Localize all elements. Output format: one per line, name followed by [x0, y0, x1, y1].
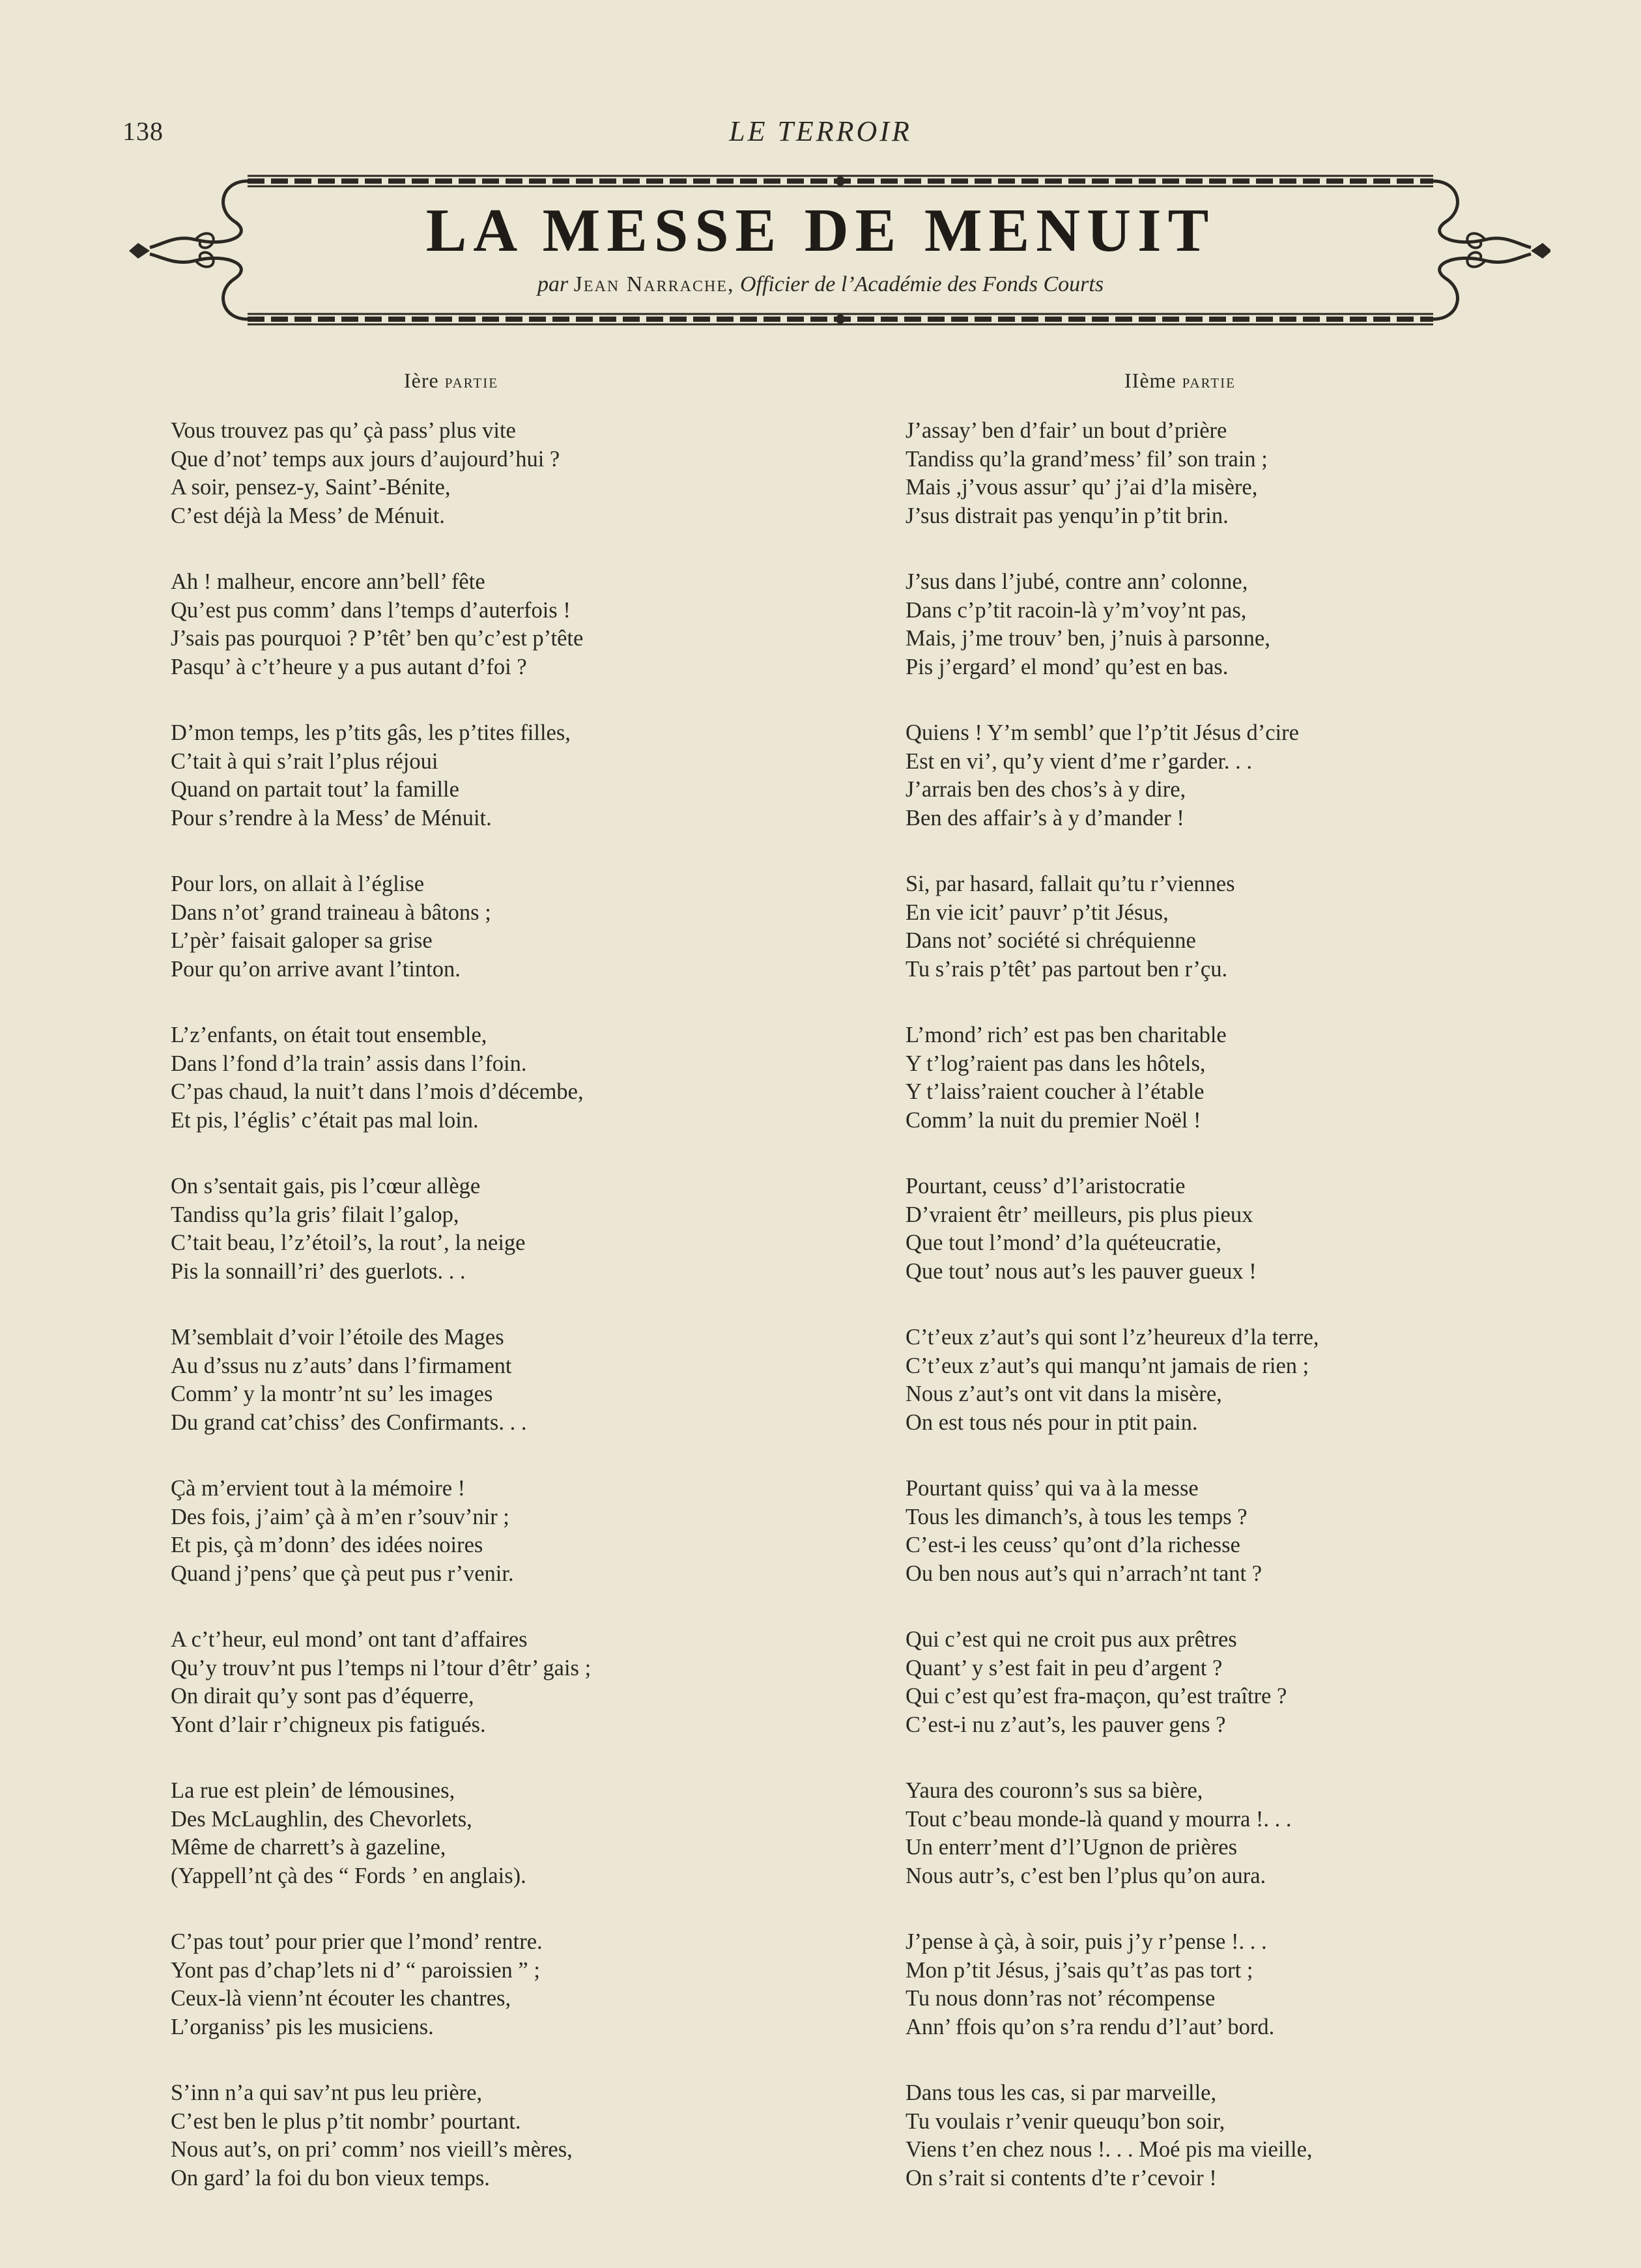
- verse-line: Yont d’lair r’chigneux pis fatigués.: [171, 1712, 486, 1737]
- verse-line: Vous trouvez pas qu’ çà pass’ plus vite: [171, 418, 516, 443]
- verse-line: Et pis, çà m’donn’ des idées noires: [171, 1533, 483, 1557]
- verse-line: Tout c’beau monde-là quand y mourra !. . .: [906, 1806, 1292, 1832]
- verse-line: On dirait qu’y sont pas d’équerre,: [171, 1684, 474, 1708]
- stanza: [171, 719, 835, 832]
- verse-line: Ann’ ffois qu’on s’ra rendu d’l’aut’ bord.: [906, 2014, 1275, 2039]
- part-number: Ière: [404, 369, 439, 392]
- verse-line: A soir, pensez-y, Saint’-Bénite,: [171, 475, 451, 500]
- verse-line: Pasqu’ à c’t’heure y a pus autant d’foi ?: [171, 654, 527, 679]
- verse-line: Dans n’ot’ grand traineau à bâtons ;: [171, 900, 491, 925]
- verse-line: L’z’enfants, on était tout ensemble,: [171, 1023, 487, 1047]
- stanza: [171, 417, 835, 530]
- part-label: partie: [1182, 371, 1236, 392]
- stanza: [906, 1928, 1570, 2041]
- verse-line: En vie icit’ pauvr’ p’tit Jésus,: [906, 900, 1169, 925]
- stanza: [906, 417, 1570, 530]
- verse-line: Des McLaughlin, des Chevorlets,: [171, 1806, 472, 1832]
- byline-prefix: par: [537, 272, 574, 296]
- verse-line: Yont pas d’chap’lets ni d’ “ paroissien ” ;: [171, 1957, 540, 1983]
- poem-column-part-1: [171, 417, 835, 2230]
- verse-line: Un enterr’ment d’l’Ugnon de prières: [906, 1835, 1238, 1860]
- verse-line: Du grand cat’chiss’ des Confirmants. . .: [171, 1410, 527, 1435]
- verse-line: Ben des affair’s à y d’mander !: [906, 805, 1184, 830]
- verse-line: Ceux-là vienn’nt écouter les chantres,: [171, 1986, 511, 2011]
- stanza: [171, 870, 835, 984]
- part-number: IIème: [1124, 369, 1177, 392]
- verse-line: Viens t’en chez nous !. . . Moé pis ma vieille,: [906, 2137, 1313, 2162]
- stanza: [906, 870, 1570, 984]
- verse-line: L’mond’ rich’ est pas ben charitable: [906, 1023, 1227, 1047]
- stanza: [906, 1021, 1570, 1135]
- verse-line: On est tous nés pour in ptit pain.: [906, 1410, 1198, 1435]
- verse-line: Dans not’ société si chréquienne: [906, 928, 1196, 953]
- verse-line: Tous les dimanch’s, à tous les temps ?: [906, 1504, 1248, 1529]
- verse-line: Quant’ y s’est fait in peu d’argent ?: [906, 1655, 1223, 1680]
- stanza: [906, 719, 1570, 832]
- verse-line: Dans tous les cas, si par marveille,: [906, 2080, 1217, 2105]
- verse-line: Tandiss qu’la gris’ filait l’galop,: [171, 1202, 459, 1227]
- stanza: [171, 568, 835, 681]
- verse-line: Dans l’fond d’la train’ assis dans l’foin.: [171, 1051, 527, 1076]
- verse-line: Mon p’tit Jésus, j’sais qu’t’as pas tort ;: [906, 1957, 1253, 1983]
- byline: [0, 272, 1641, 297]
- verse-line: C’t’eux z’aut’s qui sont l’z’heureux d’la terre,: [906, 1325, 1319, 1350]
- verse-line: Nous z’aut’s ont vit dans la misère,: [906, 1382, 1222, 1406]
- stanza: [906, 2079, 1570, 2192]
- stanza: [906, 1626, 1570, 1739]
- verse-line: Quand on partait tout’ la famille: [171, 777, 459, 802]
- verse-line: C’est-i nu z’aut’s, les pauver gens ?: [906, 1712, 1226, 1737]
- verse-line: Comm’ la nuit du premier Noël !: [906, 1107, 1201, 1133]
- verse-line: C’pas chaud, la nuit’t dans l’mois d’décembe,: [171, 1079, 584, 1104]
- author-name: Jean Narrache,: [573, 272, 735, 296]
- stanza: [171, 1475, 835, 1588]
- part-heading-1: [404, 369, 498, 393]
- verse-line: Mais ,j’vous assur’ qu’ j’ai d’la misère,: [906, 475, 1258, 500]
- verse-line: Qui c’est qu’est fra-maçon, qu’est traître ?: [906, 1684, 1287, 1708]
- verse-line: Que tout’ nous aut’s les pauver gueux !: [906, 1258, 1257, 1284]
- stanza: [171, 1777, 835, 1890]
- verse-line: M’semblait d’voir l’étoile des Mages: [171, 1325, 504, 1350]
- verse-line: J’arrais ben des chos’s à y dire,: [906, 777, 1186, 802]
- verse-line: A c’t’heur, eul mond’ ont tant d’affaires: [171, 1627, 528, 1652]
- verse-line: Qu’est pus comm’ dans l’temps d’auterfois !: [171, 597, 571, 623]
- verse-line: L’pèr’ faisait galoper sa grise: [171, 928, 433, 953]
- verse-line: Pis j’ergard’ el mond’ qu’est en bas.: [906, 654, 1229, 679]
- verse-line: C’tait à qui s’rait l’plus réjoui: [171, 748, 438, 774]
- verse-line: C’t’eux z’aut’s qui manqu’nt jamais de rien ;: [906, 1353, 1309, 1378]
- verse-line: Quiens ! Y’m sembl’ que l’p’tit Jésus d’cire: [906, 720, 1299, 745]
- stanza: [906, 1172, 1570, 1286]
- author-title: Officier de l’Académie des Fonds Courts: [734, 272, 1104, 296]
- verse-line: L’organiss’ pis les musiciens.: [171, 2014, 434, 2039]
- stanza: [906, 568, 1570, 681]
- stanza: [906, 1475, 1570, 1588]
- stanza: [171, 2079, 835, 2192]
- verse-line: Pour s’rendre à la Mess’ de Ménuit.: [171, 805, 492, 830]
- stanza: [171, 1172, 835, 1286]
- verse-line: On gard’ la foi du bon vieux temps.: [171, 2165, 490, 2190]
- poem-column-part-2: [906, 417, 1570, 2230]
- part-label: partie: [444, 371, 499, 392]
- verse-line: C’pas tout’ pour prier que l’mond’ rentre.: [171, 1929, 543, 1954]
- verse-line: Mais, j’me trouv’ ben, j’nuis à parsonne,: [906, 626, 1270, 651]
- verse-line: Au d’ssus nu z’auts’ dans l’firmament: [171, 1353, 512, 1378]
- verse-line: S’inn n’a qui sav’nt pus leu prière,: [171, 2080, 483, 2105]
- verse-line: Çà m’ervient tout à la mémoire !: [171, 1476, 466, 1501]
- verse-line: Y t’laiss’raient coucher à l’étable: [906, 1079, 1205, 1104]
- verse-line: Yaura des couronn’s sus sa bière,: [906, 1778, 1203, 1803]
- verse-line: Est en vi’, qu’y vient d’me r’garder. . .: [906, 748, 1253, 774]
- verse-line: Tu nous donn’ras not’ récompense: [906, 1986, 1216, 2011]
- verse-line: Et pis, l’églis’ c’était pas mal loin.: [171, 1107, 479, 1133]
- verse-line: Dans c’p’tit racoin-là y’m’voy’nt pas,: [906, 597, 1247, 623]
- stanza: [906, 1777, 1570, 1890]
- verse-line: Qu’y trouv’nt pus l’temps ni l’tour d’êtr’ gais ;: [171, 1655, 592, 1680]
- stanza: [171, 1928, 835, 2041]
- verse-line: On s’sentait gais, pis l’cœur allège: [171, 1174, 481, 1198]
- verse-line: Pourtant quiss’ qui va à la messe: [906, 1476, 1199, 1501]
- page-number: 138: [122, 117, 164, 146]
- verse-line: (Yappell’nt çà des “ Fords ’ en anglais).: [171, 1863, 526, 1888]
- stanza: [171, 1626, 835, 1739]
- verse-line: J’assay’ ben d’fair’ un bout d’prière: [906, 418, 1227, 443]
- verse-line: D’vraient êtr’ meilleurs, pis plus pieux: [906, 1202, 1253, 1227]
- part-heading-2: [1124, 369, 1236, 393]
- verse-line: Nous aut’s, on pri’ comm’ nos vieill’s mères,: [171, 2137, 573, 2162]
- verse-line: C’est déjà la Mess’ de Ménuit.: [171, 503, 445, 528]
- running-head: LE TERROIR: [729, 115, 912, 147]
- verse-line: J’sus distrait pas yenqu’in p’tit brin.: [906, 503, 1229, 528]
- verse-line: C’est ben le plus p’tit nombr’ pourtant.: [171, 2108, 521, 2134]
- verse-line: Qui c’est qui ne croit pus aux prêtres: [906, 1627, 1237, 1652]
- verse-line: Y t’log’raient pas dans les hôtels,: [906, 1051, 1206, 1076]
- stanza: [906, 1324, 1570, 1437]
- verse-line: Pour qu’on arrive avant l’tinton.: [171, 956, 461, 982]
- article-title: LA MESSE DE MENUIT: [425, 197, 1216, 264]
- verse-line: C’tait beau, l’z’étoil’s, la rout’, la neige: [171, 1230, 526, 1255]
- verse-line: Quand j’pens’ que çà peut pus r’venir.: [171, 1561, 514, 1586]
- verse-line: D’mon temps, les p’tits gâs, les p’tites filles,: [171, 720, 571, 745]
- verse-line: C’est-i les ceuss’ qu’ont d’la richesse: [906, 1533, 1240, 1557]
- verse-line: Que d’not’ temps aux jours d’aujourd’hui ?: [171, 446, 560, 472]
- verse-line: Tandiss qu’la grand’mess’ fil’ son train ;: [906, 446, 1268, 472]
- verse-line: Pourtant, ceuss’ d’l’aristocratie: [906, 1174, 1186, 1198]
- verse-line: Tu voulais r’venir queuqu’bon soir,: [906, 2108, 1225, 2134]
- verse-line: J’sus dans l’jubé, contre ann’ colonne,: [906, 569, 1248, 594]
- verse-line: Que tout l’mond’ d’la quéteucratie,: [906, 1230, 1222, 1255]
- verse-line: Si, par hasard, fallait qu’tu r’viennes: [906, 872, 1235, 896]
- verse-line: Ah ! malheur, encore ann’bell’ fête: [171, 569, 485, 594]
- verse-line: Des fois, j’aim’ çà à m’en r’souv’nir ;: [171, 1504, 509, 1529]
- verse-line: J’pense à çà, à soir, puis j’y r’pense !. . .: [906, 1929, 1267, 1954]
- stanza: [171, 1324, 835, 1437]
- stanza: [171, 1021, 835, 1135]
- verse-line: Comm’ y la montr’nt su’ les images: [171, 1382, 493, 1406]
- verse-line: Pis la sonnaill’ri’ des guerlots. . .: [171, 1258, 466, 1284]
- verse-line: J’sais pas pourquoi ? P’têt’ ben qu’c’est p’tête: [171, 626, 584, 651]
- verse-line: Pour lors, on allait à l’église: [171, 872, 425, 896]
- verse-line: On s’rait si contents d’te r’cevoir !: [906, 2165, 1217, 2190]
- verse-line: La rue est plein’ de lémousines,: [171, 1778, 455, 1803]
- verse-line: Même de charrett’s à gazeline,: [171, 1835, 446, 1860]
- verse-line: Ou ben nous aut’s qui n’arrach’nt tant ?: [906, 1561, 1263, 1586]
- verse-line: Nous autr’s, c’est ben l’plus qu’on aura.: [906, 1863, 1266, 1888]
- verse-line: Tu s’rais p’têt’ pas partout ben r’çu.: [906, 956, 1228, 982]
